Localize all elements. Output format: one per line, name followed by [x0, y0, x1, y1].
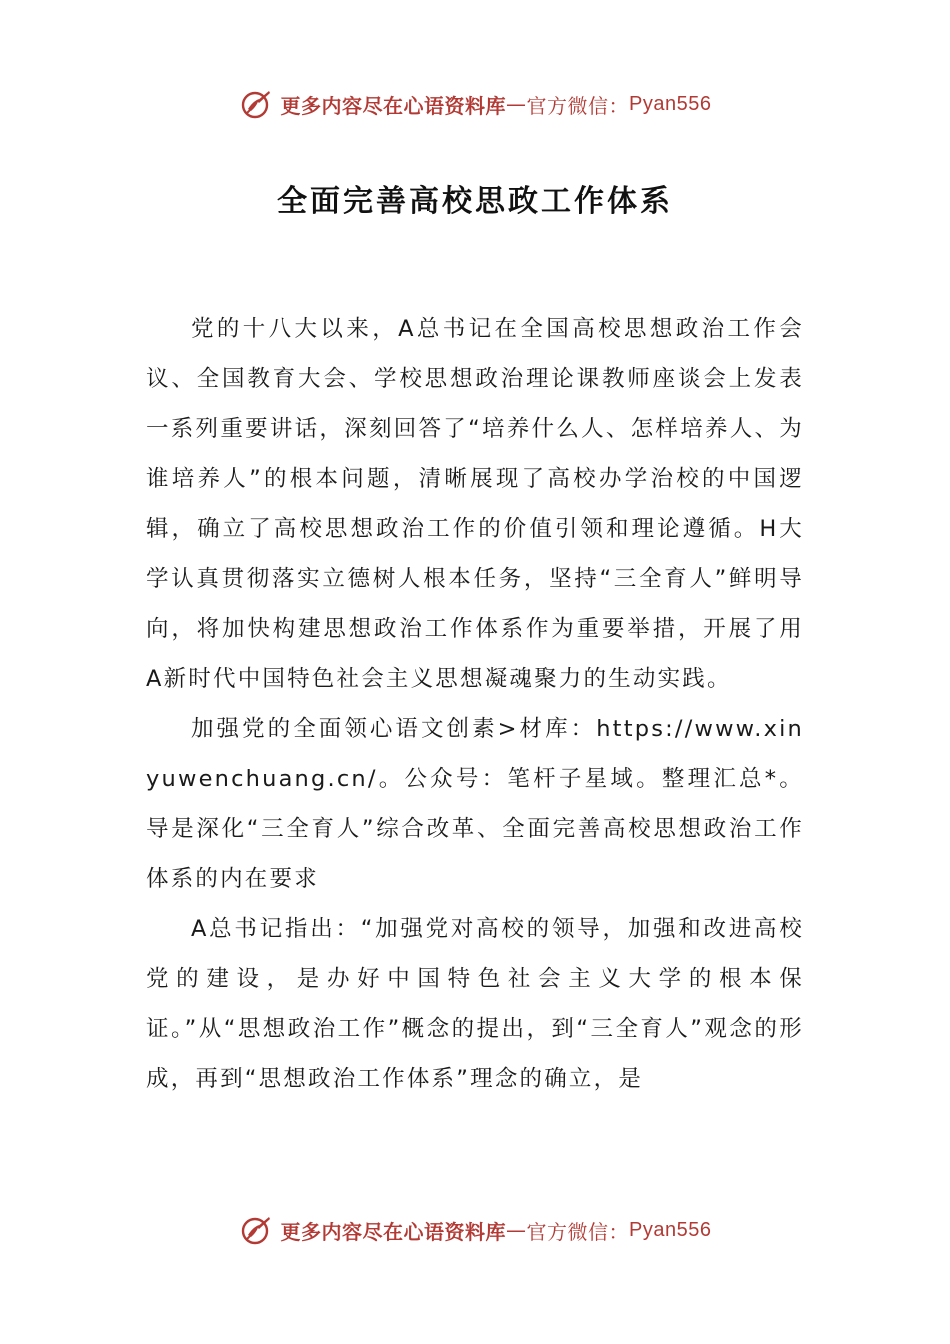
footer-banner — [0, 1210, 950, 1250]
footer-wechat-label: 官方微信： — [526, 1219, 630, 1244]
document-body — [146, 304, 804, 1104]
document-title: 全面完善高校思政工作体系 — [277, 184, 673, 219]
header-separator: — — [506, 92, 527, 116]
header-wechat-label: 官方微信： — [526, 93, 630, 118]
paragraph: 党的十八大以来，A总书记在全国高校思想政治工作会议、全国教育大会、学校思想政治理论课教师座谈会上发表一系列重要讲话，深刻回答了“培养什么人、怎样培养人、为谁培养人”的根本问题，清晰展现了高校办学治校的中国逻辑，确立了高校思想政治工作的价值引领和理论遵循。H大学认真贯彻落实立德树人根本任务，坚持“三全育人”鲜明导向，将加快构建思想政治工作体系作为重要举措，开展了用A新时代中国特色社会主义思想凝魂聚力的生动实践。 — [146, 316, 804, 692]
footer-separator: — — [506, 1218, 527, 1242]
paragraph: A总书记指出：“加强党对高校的领导，加强和改进高校党的建设，是办好中国特色社会主义大学的根本保证。”从“思想政治工作”概念的提出，到“三全育人”观念的形成，再到“思想政治工作体系”理念的确立，是 — [146, 916, 804, 1092]
footer-wechat-id: Pyan556 — [629, 1218, 712, 1241]
header-site-text: 更多内容尽在心语资料库 — [280, 93, 507, 118]
header-banner — [0, 84, 950, 124]
header-wechat-id: Pyan556 — [629, 92, 712, 115]
pen-logo-icon — [239, 1213, 273, 1247]
footer-site-text: 更多内容尽在心语资料库 — [280, 1219, 507, 1244]
pen-logo-icon — [239, 87, 273, 121]
paragraph: 加强党的全面领心语文创素>材库：https://www.xinyuwenchuang.cn/。公众号：笔杆子星域。整理汇总*。导是深化“三全育人”综合改革、全面完善高校思想政治工作体系的内在要求 — [146, 716, 804, 892]
